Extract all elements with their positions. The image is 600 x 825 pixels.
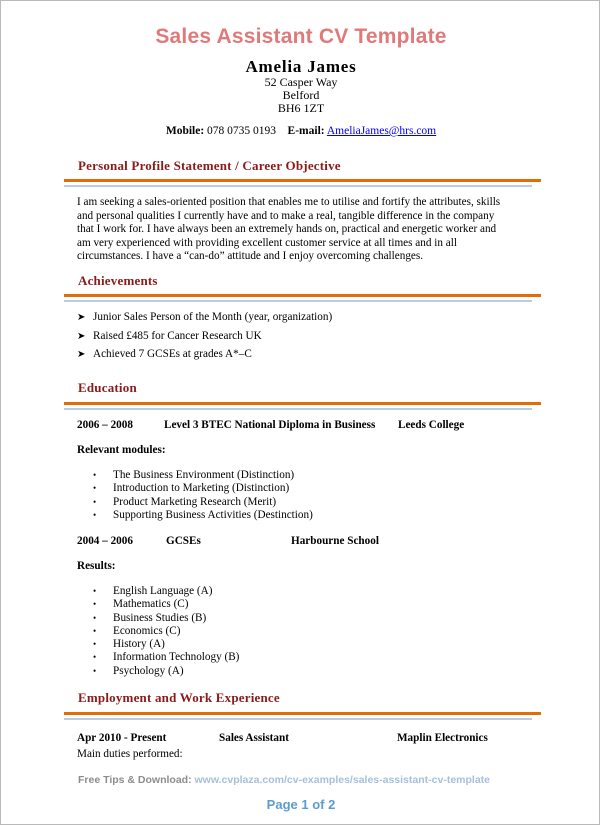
- results-label: Results:: [77, 560, 116, 572]
- results-list: [93, 585, 239, 678]
- page-number: Page 1 of 2: [266, 797, 336, 812]
- modules-label: Relevant modules:: [77, 444, 166, 456]
- edu1-institution: Leeds College: [398, 419, 465, 431]
- edu1-dates: 2006 – 2008: [77, 419, 133, 431]
- arrow-bullet-icon: ➤: [77, 349, 86, 360]
- result-text: Information Technology (B): [113, 651, 240, 664]
- module-text: Introduction to Marketing (Distinction): [113, 482, 290, 495]
- section-heading-profile: Personal Profile Statement / Career Objective: [78, 158, 341, 173]
- list-item: [93, 612, 239, 625]
- profile-line: circumstances. I have a “can-do” attitude and I enjoy overcoming challenges.: [77, 250, 424, 263]
- arrow-bullet-icon: ➤: [77, 312, 86, 323]
- bullet-icon: •: [93, 599, 97, 610]
- edu2-institution: Harbourne School: [291, 535, 379, 547]
- profile-line: and personal qualities I currently have and to make a real, tangible difference in the company: [77, 209, 495, 222]
- list-item: [93, 651, 239, 664]
- result-text: Mathematics (C): [113, 598, 189, 611]
- result-text: Psychology (A): [113, 664, 184, 677]
- edu1-qualification: Level 3 BTEC National Diploma in Business: [164, 419, 376, 431]
- section-heading-education: Education: [78, 380, 137, 395]
- section-rule: [64, 179, 541, 187]
- achievement-item: [77, 348, 252, 360]
- modules-list: [93, 469, 313, 522]
- profile-line: that I work for. I have always been an extremely hands on, practical and energetic worker and: [77, 223, 497, 236]
- bullet-icon: •: [93, 483, 97, 494]
- section-rule: [64, 294, 541, 302]
- arrow-bullet-icon: ➤: [77, 331, 86, 342]
- list-item: [93, 625, 239, 638]
- job-dates: Apr 2010 - Present: [77, 732, 167, 744]
- mobile-label: Mobile:: [165, 125, 205, 137]
- duties-label: Main duties performed:: [77, 748, 183, 760]
- bullet-icon: •: [93, 652, 97, 663]
- list-item: [93, 496, 313, 509]
- candidate-name: Amelia James: [245, 57, 357, 76]
- list-item: [93, 638, 239, 651]
- section-heading-employment: Employment and Work Experience: [78, 690, 280, 705]
- email-label: E-mail:: [287, 125, 325, 137]
- module-text: The Business Environment (Distinction): [113, 469, 295, 481]
- module-text: Supporting Business Activities (Destinction): [113, 508, 313, 521]
- profile-line: I am seeking a sales-oriented position that enables me to utilise and fortify the attributes, skills: [77, 196, 501, 208]
- profile-line: am very experienced with providing excellent customer service at all times and in all: [77, 236, 457, 249]
- bullet-icon: •: [93, 496, 97, 507]
- profile-paragraph: [77, 196, 517, 264]
- bullet-icon: •: [93, 625, 97, 636]
- footer-tip: [78, 774, 490, 786]
- list-item: [93, 665, 239, 678]
- achievement-item: [77, 330, 262, 342]
- contact-line: [1, 125, 600, 137]
- mobile-number: 078 0735 0193: [207, 125, 277, 137]
- list-item: [93, 598, 239, 611]
- bullet-icon: •: [93, 639, 97, 650]
- achievement-text: Raised £485 for Cancer Research UK: [93, 330, 262, 342]
- document-title: Sales Assistant CV Template: [155, 25, 447, 48]
- edu2-dates: 2004 – 2006: [77, 535, 133, 547]
- job-role: Sales Assistant: [219, 732, 289, 744]
- result-text: Business Studies (B): [113, 611, 207, 624]
- address-line-3: BH6 1ZT: [277, 101, 325, 115]
- list-item: [93, 482, 313, 495]
- section-rule: [64, 402, 541, 410]
- section-heading-achievements: Achievements: [78, 273, 158, 288]
- result-text: Economics (C): [113, 624, 181, 637]
- bullet-icon: •: [93, 470, 97, 480]
- result-text: History (A): [113, 638, 165, 651]
- tip-url-link[interactable]: www.cvplaza.com/cv-examples/sales-assistant-cv-template: [194, 774, 490, 786]
- address-line-2: Belford: [282, 88, 320, 102]
- bullet-icon: •: [93, 509, 97, 520]
- list-item: [93, 469, 313, 482]
- job-employer: Maplin Electronics: [397, 732, 488, 744]
- result-text: English Language (A): [113, 585, 213, 597]
- email-link[interactable]: AmeliaJames@hrs.com: [326, 125, 437, 137]
- achievement-text: Junior Sales Person of the Month (year, organization): [93, 311, 333, 323]
- section-rule: [64, 712, 541, 720]
- list-item: [93, 585, 239, 598]
- bullet-icon: •: [93, 612, 97, 623]
- module-text: Product Marketing Research (Merit): [113, 495, 277, 508]
- achievement-item: [77, 311, 332, 323]
- tip-label: Free Tips & Download:: [78, 774, 192, 786]
- edu2-qualification: GCSEs: [166, 535, 201, 547]
- address-line-1: 52 Casper Way: [264, 75, 338, 89]
- list-item: [93, 509, 313, 522]
- bullet-icon: •: [93, 586, 97, 596]
- achievement-text: Achieved 7 GCSEs at grades A*–C: [93, 348, 252, 360]
- bullet-icon: •: [93, 665, 97, 676]
